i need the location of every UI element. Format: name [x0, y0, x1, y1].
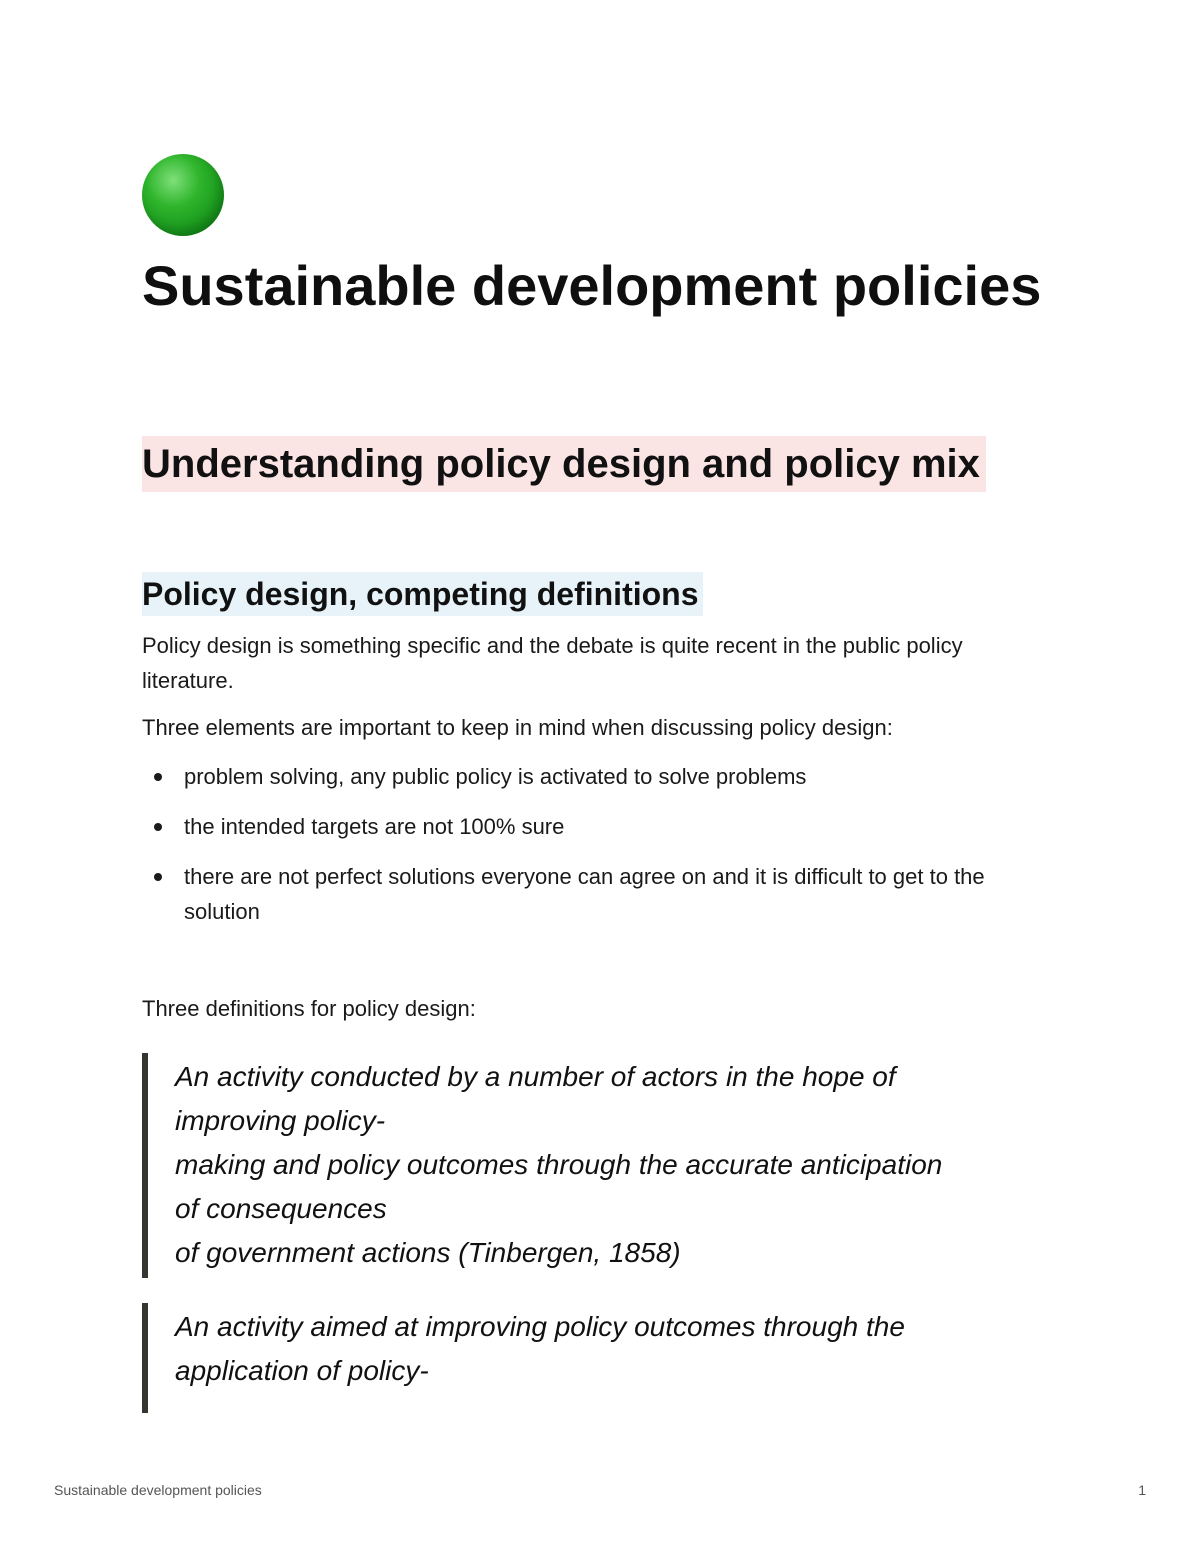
- list-item: [142, 759, 1052, 794]
- quote-line: of government actions (Tinbergen, 1858): [175, 1237, 681, 1268]
- list-item-text: there are not perfect solutions everyone can agree on and it is difficult to get to the solution: [184, 864, 985, 924]
- footer-page-number: 1: [1138, 1482, 1146, 1498]
- paragraph-intro: Policy design is something specific and the debate is quite recent in the public policy literature.: [142, 633, 963, 693]
- quote-line: improving policy-: [175, 1105, 386, 1136]
- paragraph-three-elements: Three elements are important to keep in mind when discussing policy design:: [142, 715, 893, 740]
- page-title: Sustainable development policies: [142, 254, 1042, 317]
- list-item-text: problem solving, any public policy is activated to solve problems: [184, 764, 807, 789]
- list-item: [142, 859, 1052, 929]
- bullet-icon: [154, 773, 162, 781]
- bullet-icon: [154, 823, 162, 831]
- list-item-text: the intended targets are not 100% sure: [184, 814, 565, 839]
- bullet-list: [142, 759, 1052, 944]
- quote-line: An activity aimed at improving policy outcomes through the: [175, 1311, 905, 1342]
- bullet-icon: [154, 873, 162, 881]
- quote-definition-1: [142, 1053, 1095, 1278]
- quote-line: application of policy-: [175, 1355, 429, 1386]
- quote-definition-2: [142, 1303, 1095, 1413]
- quote-line: An activity conducted by a number of actors in the hope of: [175, 1061, 896, 1092]
- heading-policy-design-definitions: Policy design, competing definitions: [142, 572, 703, 616]
- heading-1-block: [142, 436, 986, 492]
- footer-document-title: Sustainable development policies: [54, 1482, 262, 1498]
- paragraph-three-definitions: Three definitions for policy design:: [142, 996, 476, 1021]
- quote-line: making and policy outcomes through the accurate anticipation: [175, 1149, 943, 1180]
- list-item: [142, 809, 1052, 844]
- heading-understanding-policy-design: Understanding policy design and policy mix: [142, 436, 986, 492]
- green-circle-icon: [142, 154, 224, 236]
- quote-line: of consequences: [175, 1193, 387, 1224]
- heading-2-block: [142, 572, 703, 616]
